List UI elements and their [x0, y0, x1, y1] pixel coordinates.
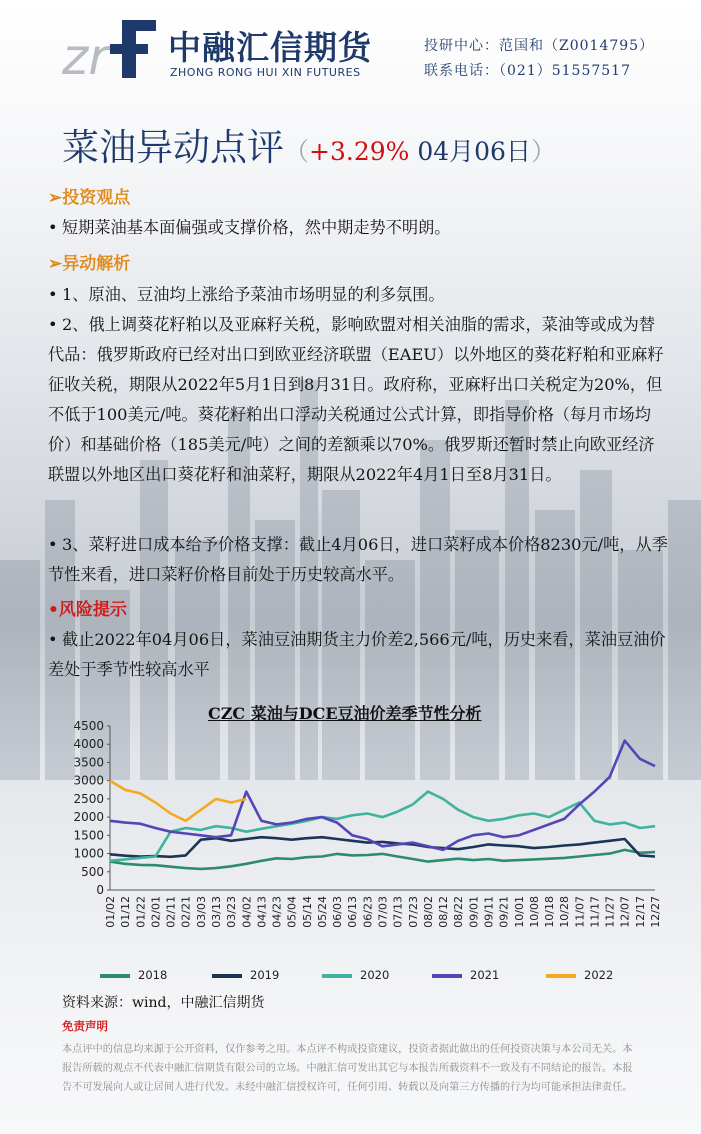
- company-name-cn: 中融汇信期货: [168, 28, 372, 67]
- series-line-2018: [110, 850, 655, 869]
- y-tick-label: 3000: [73, 773, 104, 788]
- y-tick-label: 0: [96, 883, 104, 897]
- x-tick-label: 01/22: [134, 896, 148, 928]
- risk-item: [48, 625, 668, 685]
- bullet-dot-icon: •: [48, 535, 58, 554]
- y-tick-label: 2000: [73, 810, 104, 825]
- view-text: 短期菜油基本面偏强或支撑价格，然中期走势不明朗。: [62, 218, 451, 237]
- y-tick-label: 1000: [73, 846, 104, 861]
- x-tick-label: 04/23: [270, 896, 284, 928]
- legend-label: 2020: [360, 968, 390, 982]
- x-tick-label: 05/04: [285, 896, 299, 928]
- x-tick-label: 09/21: [497, 896, 511, 928]
- disclaimer-text: 本点评中的信息均来源于公开资料，仅作参考之用。本点评不构成投资建议，投资者据此做出的任何投资决策与本公司无关。本报告所载的观点不代表中融汇信期货有限公司的立场。中融汇信可发出其它与本报告所载资料不一致及有不同结论的报告。本报告不可发展向人或让居间人进行代发。未经中融汇信授权许可，任何引用、转载以及向第三方传播的行为均可能承担法律责任。: [62, 1044, 633, 1093]
- analysis-item-2: [48, 310, 668, 490]
- analysis-text-3: 3、菜籽进口成本给予价格支撑：截止4月06日，进口菜籽成本价格8230元/吨，从季节性来看，进口菜籽价格目前处于历史较高水平。: [48, 535, 668, 584]
- x-tick-label: 11/27: [603, 896, 617, 928]
- y-tick-label: 3500: [73, 755, 104, 770]
- x-tick-label: 12/17: [633, 896, 647, 928]
- x-tick-label: 02/11: [164, 896, 178, 928]
- x-tick-label: 08/12: [437, 896, 451, 928]
- section-analysis: ➢异动解析: [48, 254, 131, 274]
- x-tick-label: 10/28: [558, 896, 572, 928]
- y-tick-label: 2500: [73, 791, 104, 806]
- x-tick-label: 04/02: [240, 896, 254, 928]
- seasonality-line-chart: [60, 718, 660, 968]
- x-tick-label: 07/23: [406, 896, 420, 928]
- x-tick-label: 10/01: [512, 896, 526, 928]
- x-tick-label: 12/27: [649, 896, 662, 928]
- analysis-item-3: [48, 530, 668, 590]
- x-tick-label: 06/03: [331, 896, 345, 928]
- x-tick-label: 02/21: [179, 896, 193, 928]
- x-tick-label: 05/14: [300, 896, 314, 928]
- x-tick-label: 04/13: [255, 896, 269, 928]
- disclaimer-heading: 免责声明: [62, 1019, 108, 1033]
- title-date: 04月06日: [409, 137, 531, 166]
- page-title: [62, 117, 556, 171]
- y-tick-label: 500: [81, 864, 104, 879]
- legend-2021: [432, 968, 499, 982]
- risk-text: 截止2022年04月06日，菜油豆油期货主力价差2,566元/吨，历史来看，菜油豆油价差处于季节性较高水平: [48, 630, 666, 679]
- data-source: 资料来源：wind，中融汇信期货: [62, 995, 265, 1011]
- svg-text:zr: zr: [62, 28, 109, 86]
- legend-2022: [546, 968, 613, 982]
- title-main: 菜油异动点评: [62, 126, 284, 169]
- x-tick-label: 12/07: [618, 896, 632, 928]
- contact-analyst: 投研中心：范国和（Z0014795）: [424, 38, 655, 54]
- legend-label: 2018: [138, 968, 168, 982]
- x-tick-label: 10/08: [527, 896, 541, 928]
- legend-label: 2022: [584, 968, 614, 982]
- legend-2019: [212, 968, 279, 982]
- x-tick-label: 02/01: [149, 896, 163, 928]
- title-change-pct: +3.29%: [309, 137, 410, 166]
- y-tick-label: 4500: [73, 719, 104, 733]
- y-tick-label: 4000: [73, 737, 104, 752]
- legend-label: 2021: [470, 968, 500, 982]
- x-tick-label: 10/18: [543, 896, 557, 928]
- x-tick-label: 03/03: [194, 896, 208, 928]
- bullet-dot-icon: •: [48, 218, 58, 237]
- analysis-text-1: 1、原油、豆油均上涨给予菜油市场明显的利多氛围。: [62, 285, 445, 304]
- bullet-dot-icon: •: [48, 285, 58, 304]
- x-tick-label: 09/11: [482, 896, 496, 928]
- legend-2018: [100, 968, 167, 982]
- title-close-paren: ）: [530, 137, 556, 166]
- company-name-en: ZHONG RONG HUI XIN FUTURES: [170, 66, 361, 79]
- investment-view-text: [48, 213, 668, 243]
- legend-swatch: [432, 974, 462, 978]
- x-tick-label: 11/17: [588, 896, 602, 928]
- legend-swatch: [322, 974, 352, 978]
- series-line-2022: [110, 781, 246, 821]
- contact-phone: 联系电话：（021）51557517: [424, 63, 631, 79]
- legend-2020: [322, 968, 389, 982]
- x-tick-label: 01/02: [104, 896, 117, 928]
- section-risk: •风险提示: [48, 600, 127, 620]
- x-tick-label: 03/23: [225, 896, 239, 928]
- analysis-text-2: 2、俄上调葵花籽粕以及亚麻籽关税，影响欧盟对相关油脂的需求，菜油等或成为替代品：俄罗斯政府已经对出口到欧亚经济联盟（EAEU）以外地区的葵花籽粕和亚麻籽征收关税，期限从2022年5月1日到8月31日。政府称，亚麻籽出口关税定为20%，但不低于100美元/吨。葵花籽粕出口浮动关税通过公式计算，即指导价格（每月市场均价）和基础价格（185美元/吨）之间的差额乘以70%。俄罗斯还暂时禁止向欧亚经济联盟以外地区出口葵花籽和油菜籽，期限从2022年4月1日至8月31日。: [48, 315, 664, 484]
- legend-swatch: [546, 974, 576, 978]
- series-line-2021: [110, 741, 655, 850]
- x-tick-label: 06/13: [346, 896, 360, 928]
- section-investment-view: ➢投资观点: [48, 188, 131, 208]
- x-tick-label: 01/12: [119, 896, 133, 928]
- x-tick-label: 09/01: [467, 896, 481, 928]
- bullet-dot-icon: •: [48, 315, 58, 334]
- x-tick-label: 06/23: [361, 896, 375, 928]
- y-tick-label: 1500: [73, 828, 104, 843]
- legend-label: 2019: [250, 968, 280, 982]
- chart-title: CZC 菜油与DCE豆油价差季节性分析: [208, 704, 482, 723]
- x-tick-label: 07/13: [391, 896, 405, 928]
- x-tick-label: 05/24: [315, 896, 329, 928]
- title-open-paren: （: [284, 137, 310, 166]
- analysis-item-1: [48, 280, 668, 310]
- legend-swatch: [212, 974, 242, 978]
- x-tick-label: 07/03: [376, 896, 390, 928]
- x-tick-label: 03/13: [209, 896, 223, 928]
- zrf-logo-icon: [62, 12, 157, 86]
- x-tick-label: 08/02: [421, 896, 435, 928]
- bullet-dot-icon: •: [48, 630, 58, 649]
- legend-swatch: [100, 974, 130, 978]
- x-tick-label: 11/07: [573, 896, 587, 928]
- x-tick-label: 08/22: [452, 896, 466, 928]
